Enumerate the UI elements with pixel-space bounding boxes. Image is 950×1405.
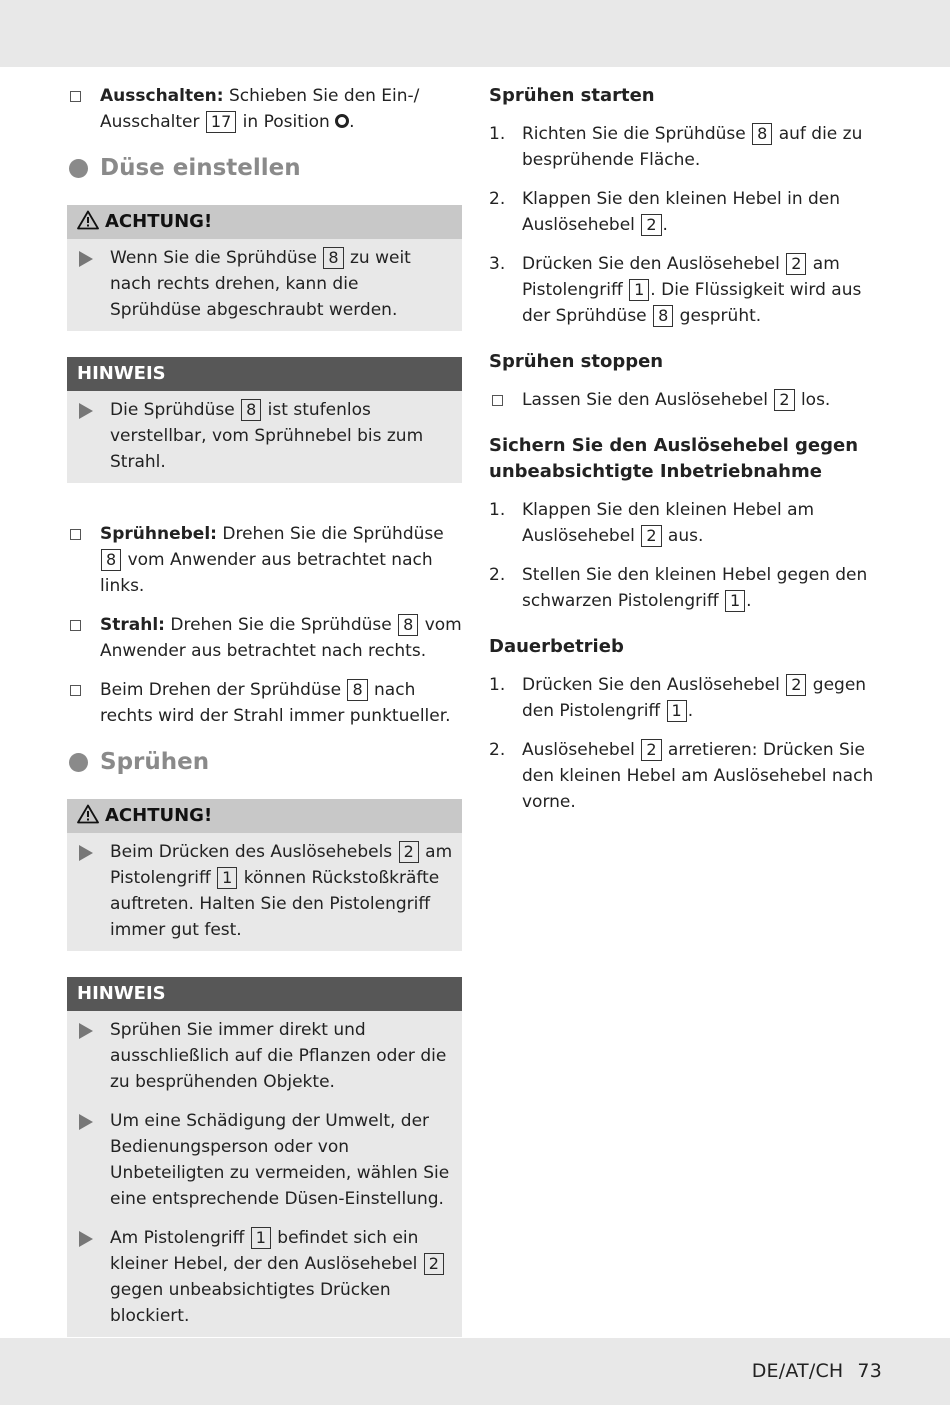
- bullet-dot-icon: [69, 159, 88, 178]
- warning-body: [67, 239, 462, 331]
- section-heading-spruehen: [67, 747, 462, 777]
- item-text: Wenn Sie die Sprühdüse: [110, 248, 323, 268]
- checkbox-square-icon: [70, 529, 81, 540]
- section-title: Düse einstellen: [100, 155, 301, 181]
- part-reference: 2: [641, 739, 661, 761]
- item-label: Sprühnebel:: [100, 524, 217, 544]
- part-reference: 1: [217, 867, 237, 889]
- arrow-right-icon: [79, 1231, 93, 1247]
- item-text: Drücken Sie den Auslösehebel: [522, 254, 786, 274]
- list-item-beim-drehen: [67, 677, 462, 729]
- part-reference: 8: [241, 399, 261, 421]
- item-text: Beim Drehen der Sprühdüse: [100, 680, 347, 700]
- section-heading-duese: [67, 153, 462, 183]
- step-number: 3.: [489, 254, 506, 274]
- note-box: [67, 357, 462, 483]
- checkbox-square-icon: [70, 91, 81, 102]
- warning-item: [67, 245, 454, 327]
- part-reference: 1: [629, 279, 649, 301]
- part-reference: 1: [251, 1227, 271, 1249]
- arrow-right-icon: [79, 403, 93, 419]
- step-item: [489, 121, 884, 173]
- item-text: arretieren: Drücken Sie den kleinen Hebel am Auslösehebel nach vorne.: [522, 740, 874, 812]
- checkbox-square-icon: [492, 395, 503, 406]
- part-reference: 2: [641, 214, 661, 236]
- note-item: [67, 1017, 454, 1108]
- step-item: [489, 251, 884, 329]
- checkbox-square-icon: [70, 620, 81, 631]
- subheading-sichern: Sichern Sie den Auslösehebel gegen unbeabsichtigte Inbetriebnahme: [489, 435, 859, 482]
- page-number: 73: [857, 1360, 882, 1382]
- item-text: gegen unbeabsichtigtes Drücken blockiert.: [110, 1280, 391, 1326]
- item-text: in Position: [237, 112, 336, 132]
- item-text: Klappen Sie den kleinen Hebel am Auslösehebel: [522, 500, 815, 546]
- list-item-stoppen: [489, 387, 884, 413]
- warning-triangle-icon: [77, 804, 99, 824]
- note-body: [67, 391, 462, 483]
- subheading-spruehen-stoppen: Sprühen stoppen: [489, 351, 664, 372]
- part-reference: 8: [101, 549, 121, 571]
- item-text: los.: [795, 390, 831, 410]
- item-text: nach rechts wird der Strahl immer punktueller.: [100, 680, 451, 726]
- item-text: am Pistolengriff: [110, 842, 453, 888]
- note-item: [67, 1108, 454, 1225]
- section-title: Sprühen: [100, 749, 210, 775]
- arrow-right-icon: [79, 251, 93, 267]
- bullet-dot-icon: [69, 753, 88, 772]
- item-text: Drehen Sie die Sprühdüse: [164, 615, 398, 635]
- arrow-right-icon: [79, 1114, 93, 1130]
- list-item-spruehnebel: [67, 521, 462, 599]
- position-o-icon: [335, 114, 349, 128]
- part-reference: 17: [206, 111, 236, 133]
- arrow-right-icon: [79, 1023, 93, 1039]
- item-label: Ausschalten:: [100, 86, 224, 106]
- warning-triangle-icon: [77, 210, 99, 230]
- subheading-dauerbetrieb: Dauerbetrieb: [489, 636, 624, 657]
- step-number: 1.: [489, 124, 506, 144]
- item-label: Strahl:: [100, 615, 165, 635]
- part-reference: 2: [774, 389, 794, 411]
- item-text: .: [349, 112, 355, 132]
- subheading-spruehen-starten: Sprühen starten: [489, 85, 655, 106]
- note-item: [67, 397, 454, 479]
- part-reference: 2: [786, 253, 806, 275]
- item-text: Stellen Sie den kleinen Hebel gegen den schwarzen Pistolengriff: [522, 565, 868, 611]
- note-item: [67, 1225, 454, 1333]
- warning-title: ACHTUNG!: [105, 805, 213, 826]
- item-text: können Rückstoßkräfte auftreten. Halten Sie den Pistolengriff immer gut fest.: [110, 868, 440, 940]
- item-text: Sprühen Sie immer direkt und ausschließlich auf die Pflanzen oder die zu besprühenden Objekte.: [110, 1020, 447, 1092]
- footer-region: DE/AT/CH: [751, 1360, 844, 1382]
- header-band: [0, 0, 950, 67]
- note-title: HINWEIS: [77, 983, 166, 1004]
- step-item: [489, 562, 884, 614]
- right-column: [489, 83, 884, 828]
- part-reference: 8: [347, 679, 367, 701]
- item-text: aus.: [662, 526, 704, 546]
- item-text: befindet sich ein kleiner Hebel, der den Auslösehebel: [110, 1228, 423, 1274]
- warning-item: [67, 839, 454, 947]
- part-reference: 8: [752, 123, 772, 145]
- item-text: ist stufenlos verstellbar, vom Sprühnebel bis zum Strahl.: [110, 400, 424, 472]
- item-text: gesprüht.: [674, 306, 762, 326]
- list-item-ausschalten: [67, 83, 462, 135]
- step-number: 2.: [489, 189, 506, 209]
- item-text: Richten Sie die Sprühdüse: [522, 124, 752, 144]
- item-text: Auslösehebel: [522, 740, 641, 760]
- checkbox-square-icon: [70, 685, 81, 696]
- item-text: vom Anwender aus betrachtet nach rechts.: [100, 615, 462, 661]
- item-text: Schieben Sie den Ein-/ Ausschalter: [100, 86, 420, 132]
- item-text: Lassen Sie den Auslösehebel: [522, 390, 774, 410]
- step-number: 2.: [489, 740, 506, 760]
- note-body: [67, 1011, 462, 1337]
- item-text: Drücken Sie den Auslösehebel: [522, 675, 786, 695]
- page-footer: [752, 1360, 882, 1382]
- item-text: Klappen Sie den kleinen Hebel in den Auslösehebel: [522, 189, 841, 235]
- item-text: .: [662, 215, 668, 235]
- part-reference: 2: [424, 1253, 444, 1275]
- item-text: .: [746, 591, 752, 611]
- part-reference: 8: [653, 305, 673, 327]
- item-text: gegen den Pistolengriff: [522, 675, 867, 721]
- item-text: Die Sprühdüse: [110, 400, 241, 420]
- part-reference: 8: [398, 614, 418, 636]
- item-text: zu weit nach rechts drehen, kann die Sprühdüse abgeschraubt werden.: [110, 248, 411, 320]
- part-reference: 1: [725, 590, 745, 612]
- item-text: .: [687, 701, 694, 721]
- part-reference: 2: [399, 841, 419, 863]
- item-text: Um eine Schädigung der Umwelt, der Bedienungsperson oder von Unbeteiligten zu vermeiden, wählen Sie eine entsprechende Düsen-Einstellung.: [110, 1111, 450, 1209]
- warning-header: [67, 205, 462, 239]
- part-reference: 8: [323, 247, 343, 269]
- warning-box: [67, 799, 462, 951]
- part-reference: 2: [641, 525, 661, 547]
- item-text: . Die Flüssigkeit wird aus der Sprühdüse: [522, 280, 862, 326]
- step-item: [489, 737, 884, 815]
- step-number: 2.: [489, 565, 506, 585]
- step-item: [489, 672, 884, 724]
- item-text: vom Anwender aus betrachtet nach links.: [100, 550, 433, 596]
- step-number: 1.: [489, 500, 506, 520]
- part-reference: 2: [786, 674, 806, 696]
- step-item: [489, 497, 884, 549]
- step-item: [489, 186, 884, 238]
- left-column: [67, 83, 462, 1363]
- item-text: auf die zu besprühende Fläche.: [522, 124, 863, 170]
- item-text: Am Pistolengriff: [110, 1228, 250, 1248]
- list-item-strahl: [67, 612, 462, 664]
- warning-body: [67, 833, 462, 951]
- note-title: HINWEIS: [77, 363, 166, 384]
- arrow-right-icon: [79, 845, 93, 861]
- step-number: 1.: [489, 675, 506, 695]
- note-header: [67, 977, 462, 1011]
- warning-title: ACHTUNG!: [105, 211, 213, 232]
- note-box: [67, 977, 462, 1337]
- item-text: Beim Drücken des Auslösehebels: [110, 842, 398, 862]
- note-header: [67, 357, 462, 391]
- part-reference: 1: [667, 700, 687, 722]
- item-text: Drehen Sie die Sprühdüse: [216, 524, 444, 544]
- item-text: am Pistolengriff: [522, 254, 840, 300]
- warning-header: [67, 799, 462, 833]
- warning-box: [67, 205, 462, 331]
